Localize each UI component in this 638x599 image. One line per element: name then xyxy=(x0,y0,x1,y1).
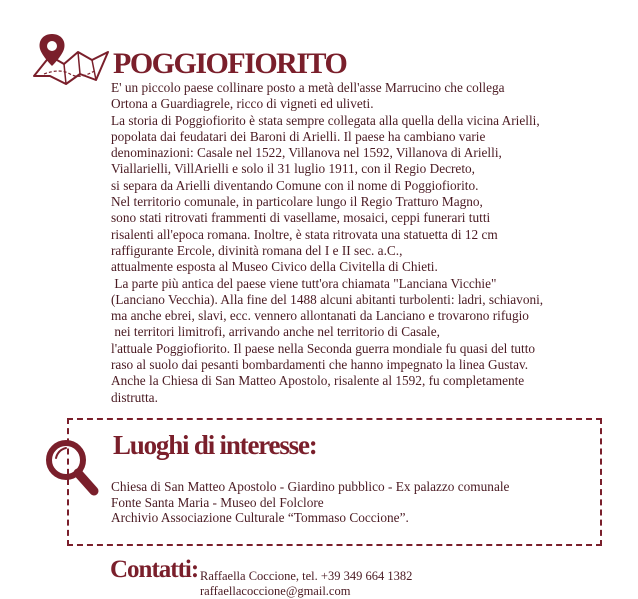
history-paragraph xyxy=(111,80,623,406)
interest-line: Fonte Santa Maria - Museo del Folclore xyxy=(111,494,324,510)
map-pin-icon xyxy=(30,30,112,86)
paragraph-line: denominazioni: Casale nel 1522, Villanova nel 1592, Villanova di Arielli, xyxy=(111,145,502,161)
paragraph-line: l'attuale Poggiofiorito. Il paese nella Seconda guerra mondiale fu quasi del tutto xyxy=(111,340,536,356)
paragraph-line: popolata dai feudatari dei Baroni di Arielli. Il paese ha cambiano varie xyxy=(111,128,486,144)
contact-email[interactable]: raffaellacoccione@gmail.com xyxy=(200,584,351,598)
paragraph-line: La storia di Poggiofiorito è stata sempre collegata alla quella della vicina Arielli, xyxy=(111,112,540,128)
paragraph-line: nei territori limitrofi, arrivando anche nel territorio di Casale, xyxy=(111,324,440,340)
page-title: POGGIOFIORITO xyxy=(113,47,347,80)
paragraph-line: risalenti all'epoca romana. Inoltre, è stata ritrovata una statuetta di 12 cm xyxy=(111,226,498,242)
paragraph-line: attualmente esposta al Museo Civico della Civitella di Chieti. xyxy=(111,259,438,275)
interest-list xyxy=(111,479,591,526)
paragraph-line: distrutta. xyxy=(111,389,158,405)
paragraph-line: La parte più antica del paese viene tutt'ora chiamata "Lanciana Vicchie" xyxy=(111,275,497,291)
paragraph-line: si separa da Arielli diventando Comune con il nome di Poggiofiorito. xyxy=(111,177,479,193)
contacts-heading: Contatti: xyxy=(110,556,199,583)
paragraph-line: raso al suolo dai pesanti bombardamenti che hanno impegnato la linea Gustav. xyxy=(111,357,529,373)
paragraph-line: sono stati ritrovati frammenti di vasellame, mosaici, ceppi funerari tutti xyxy=(111,210,491,226)
paragraph-line: Nel territorio comunale, in particolare lungo il Regio Tratturo Magno, xyxy=(111,194,483,210)
contact-line: Raffaella Coccione, tel. +39 349 664 1382 xyxy=(200,569,413,583)
paragraph-line: raffigurante Ercole, divinità romana del I e II sec. a.C., xyxy=(111,242,403,258)
interest-line: Archivio Associazione Culturale “Tommaso Coccione”. xyxy=(111,510,409,525)
paragraph-line: ma anche ebrei, slavi, ecc. vennero allontanati da Lanciano e trovarono rifugio xyxy=(111,308,529,324)
paragraph-line: Ortona a Guardiagrele, ricco di vigneti ed uliveti. xyxy=(111,96,374,112)
paragraph-line: E' un piccolo paese collinare posto a metà dell'asse Marrucino che collega xyxy=(111,80,505,95)
interest-line: Chiesa di San Matteo Apostolo - Giardino pubblico - Ex palazzo comunale xyxy=(111,479,510,494)
interest-heading: Luoghi di interesse: xyxy=(113,430,317,460)
contacts-info xyxy=(200,569,412,599)
paragraph-line: Anche la Chiesa di San Matteo Apostolo, risalente al 1592, fu completamente xyxy=(111,373,525,389)
paragraph-line: Viallarielli, VillArielli e solo il 31 luglio 1911, con il Regio Decreto, xyxy=(111,161,476,177)
paragraph-line: (Lanciano Vecchia). Alla fine del 1488 alcuni abitanti turbolenti: ladri, schiavoni, xyxy=(111,291,544,307)
magnifier-icon xyxy=(42,436,102,498)
